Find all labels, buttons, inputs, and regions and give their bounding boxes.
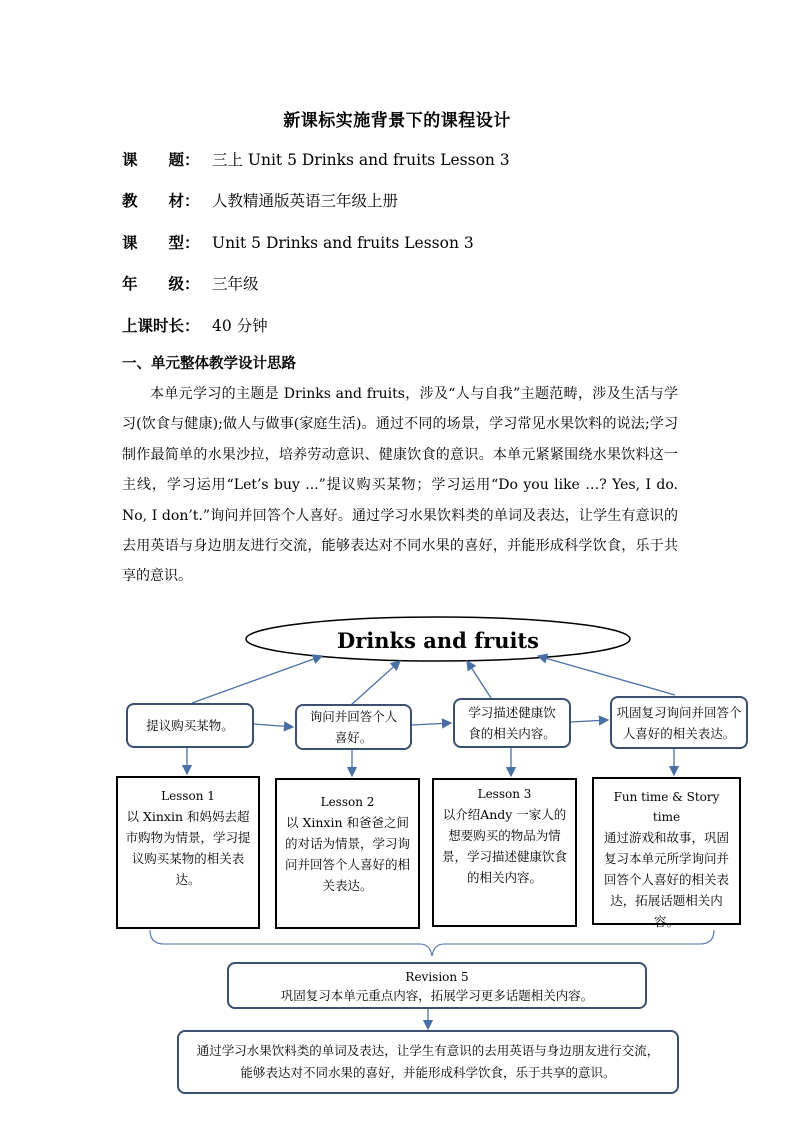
arrow-goal3-center <box>467 661 491 698</box>
summary-text: 通过学习水果饮料类的单词及表达，让学生有意识的去用英语与身边朋友进行交流，能够表达对不同水果的喜好，并能形成科学饮食，乐于共享的意识。 <box>196 1043 660 1080</box>
goal-box-4 <box>610 696 748 749</box>
arrow-goal3-goal4 <box>571 720 608 722</box>
lesson-head: Lesson 3 <box>477 787 532 801</box>
goal-box-2 <box>295 704 412 750</box>
meta-label: 课 型： <box>122 233 200 252</box>
lesson-head: Lesson 2 <box>320 795 375 809</box>
goal-text: 巩固复习询问并回答个人喜好的相关表达。 <box>616 704 742 741</box>
arrow-goal4-center <box>538 656 675 695</box>
lesson-body: 通过游戏和故事，巩固复习本单元所学询问并回答个人喜好的相关表达，拓展话题相关内容。 <box>603 830 729 929</box>
lesson-box-2 <box>275 778 420 929</box>
goal-box-3 <box>453 698 571 748</box>
goal-box-1 <box>126 703 254 748</box>
center-topic-label: Drinks and fruits <box>337 627 539 653</box>
center-topic <box>246 622 630 658</box>
revision-box <box>227 962 647 1009</box>
section-heading: 一、单元整体教学设计思路 <box>122 355 296 372</box>
meta-value: Unit 5 Drinks and fruits Lesson 3 <box>212 234 474 252</box>
arrow-goal1-goal2 <box>254 724 293 727</box>
arrow-goal2-center <box>351 661 400 705</box>
goal-text: 学习描述健康饮食的相关内容。 <box>468 705 556 741</box>
meta-label: 年 级： <box>122 274 200 293</box>
revision-head: Revision 5 <box>405 969 469 984</box>
meta-value: 三上 Unit 5 Drinks and fruits Lesson 3 <box>212 151 510 169</box>
lesson-body: 以 Xinxin 和妈妈去超市购物为情景，学习提议购买某物的相关表达。 <box>125 809 251 887</box>
lesson-box-4 <box>592 777 741 929</box>
meta-value: 人教精通版英语三年级上册 <box>212 192 399 210</box>
lesson-head: Fun time & Story time <box>613 790 720 824</box>
lesson-box-1 <box>116 776 260 929</box>
page-title: 新课标实施背景下的课程设计 <box>283 111 511 131</box>
lesson-box-3 <box>432 778 577 927</box>
section-paragraph: 本单元学习的主题是 Drinks and fruits，涉及“人与自我”主题范畴，涉及生活与学习(饮食与健康);做人与做事(家庭生活)。通过不同的场景，学习常见水果饮料的说法;学习制作最简单的水果沙拉，培养劳动意识、健康饮食的意识。本单元紧紧围绕水果饮料这一主线，学习运用“Let’s buy ...”提议购买某物；学习运用“Do you like …? Yes, I do. No, I don’t.”询问并回答个人喜好。通过学习水果饮料类的单词及表达，让学生有意识的去用英语与身边朋友进行交流，能够表达对不同水果的喜好，并能形成科学饮食，乐于共享的意识。 <box>122 386 678 585</box>
revision-body: 巩固复习本单元重点内容，拓展学习更多话题相关内容。 <box>280 987 594 1003</box>
lesson-body: 以介绍Andy 一家人的想要购买的物品为情景，学习描述健康饮食的相关内容。 <box>441 807 567 885</box>
meta-value: 40 分钟 <box>212 317 268 335</box>
summary-box <box>177 1030 679 1094</box>
arrow-goal1-center <box>192 656 322 703</box>
lesson-head: Lesson 1 <box>161 789 215 803</box>
goal-text: 提议购买某物。 <box>146 718 234 733</box>
lessons-brace <box>150 930 714 956</box>
meta-label: 课 题： <box>122 150 200 169</box>
meta-label: 教 材： <box>122 191 200 210</box>
meta-value: 三年级 <box>212 275 259 293</box>
arrow-goal2-goal3 <box>412 723 451 725</box>
meta-label: 上课时长： <box>122 316 200 335</box>
lesson-body: 以 Xinxin 和爸爸之间的对话为情景，学习询问并回答个人喜好的相关表达。 <box>284 815 410 893</box>
goal-text: 询问并回答个人喜好。 <box>309 709 398 745</box>
